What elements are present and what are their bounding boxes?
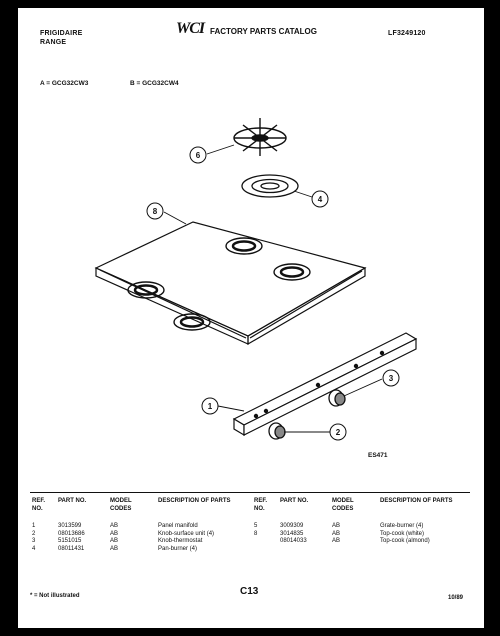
page-number: C13 [240, 586, 259, 597]
table-divider [30, 492, 470, 493]
product-name: RANGE [40, 39, 67, 46]
table-row: 5 3009309 AB Grate-burner (4) [254, 523, 424, 529]
header-ref: REF. NO. [254, 498, 268, 512]
header-part: PART NO. [58, 498, 87, 504]
svg-text:8: 8 [152, 207, 158, 216]
variant-a: A = GCG32CW3 [40, 80, 89, 87]
svg-text:1: 1 [207, 402, 213, 411]
header-description: DESCRIPTION OF PARTS [158, 498, 231, 504]
footnote: * = Not illustrated [30, 593, 80, 599]
header-codes: MODEL CODES [332, 498, 354, 512]
parts-table-right [252, 498, 467, 546]
parts-table-left [30, 498, 245, 553]
header-ref: REF. NO. [32, 498, 46, 512]
header-part: PART NO. [280, 498, 309, 504]
catalog-title: FACTORY PARTS CATALOG [210, 27, 317, 36]
table-row: 1 3013599 AB Panel manifold [32, 523, 198, 529]
table-row: 8 3014835 AB Top-cook (white) [254, 530, 425, 537]
table-row: 2 08013686 AB Knob-surface unit (4) [32, 530, 215, 537]
thermostat-knob [329, 390, 345, 406]
variant-b: B = GCG32CW4 [130, 80, 179, 87]
svg-text:3: 3 [388, 374, 394, 383]
figure-number: ES471 [368, 452, 388, 459]
catalog-number: LF3249120 [388, 30, 426, 37]
brand-name: FRIGIDAIRE [40, 30, 83, 37]
surface-knob [269, 423, 285, 439]
exploded-parts-diagram [18, 100, 484, 480]
burner-pan [242, 175, 298, 197]
header-codes: MODEL CODES [110, 498, 132, 512]
cooktop [96, 222, 365, 344]
svg-text:4: 4 [317, 195, 323, 204]
svg-text:2: 2 [335, 428, 341, 437]
svg-text:6: 6 [195, 151, 201, 160]
burner-grate [234, 118, 286, 156]
header-description: DESCRIPTION OF PARTS [380, 498, 453, 504]
wci-logo: WCI [176, 20, 205, 37]
table-row: 3 5151015 AB Knob-thermostat [32, 538, 203, 544]
table-row: 4 08011431 AB Pan-burner (4) [32, 545, 198, 552]
table-row: 08014033 AB Top-cook (almond) [280, 538, 430, 544]
revision-date: 10/89 [448, 595, 464, 601]
